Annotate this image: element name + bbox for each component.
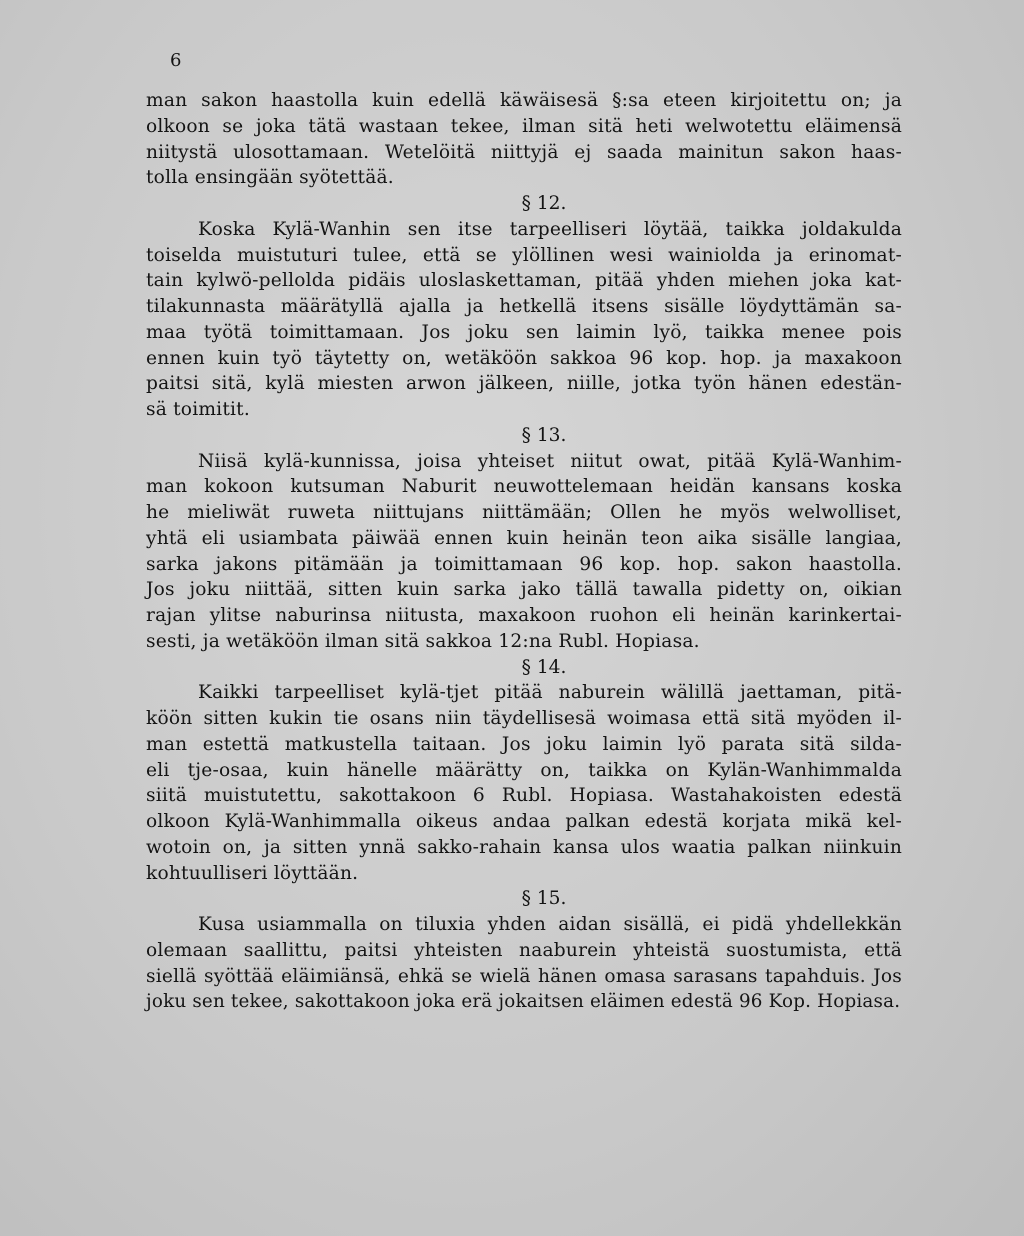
text-line: sä toimitit. bbox=[146, 399, 250, 420]
text-line: siitä muistutettu, sakottakoon 6 Rubl. Hopiasa. Wastahakoisten edestä bbox=[146, 785, 902, 807]
text-line: sesti, ja wetäköön ilman sitä sakkoa 12:na Rubl. Hopiasa. bbox=[146, 630, 700, 652]
text-line: tolla ensingään syötettää. bbox=[146, 167, 394, 189]
text-line: eli tje-osaa, kuin hänelle määrätty on, taikka on Kylän-Wanhimmalda bbox=[146, 759, 902, 781]
text-line: olkoon se joka tätä wastaan tekee, ilman sitä heti welwotettu eläimensä bbox=[146, 115, 902, 137]
text-line: Kaikki tarpeelliset kylä-tjet pitää naburein wälillä jaettaman, pitä- bbox=[198, 682, 902, 704]
text-line: köön sitten kukin tie osans niin täydellisesä woimasa että sitä myöden il- bbox=[146, 708, 902, 729]
page-number: 6 bbox=[170, 50, 182, 71]
text-line: olemaan saallittu, paitsi yhteisten naaburein yhteistä suostumista, että bbox=[146, 939, 902, 961]
section-heading: § 15. bbox=[521, 888, 567, 910]
text-line: tilakunnasta määrätyllä ajalla ja hetkellä itsens sisälle löydyttämän sa- bbox=[146, 296, 902, 317]
text-line: Koska Kylä-Wanhin sen itse tarpeelliseri löytää, taikka joldakulda bbox=[198, 218, 902, 240]
section-heading: § 12. bbox=[521, 193, 567, 214]
section-heading: § 14. bbox=[521, 656, 567, 678]
text-line: Jos joku niittää, sitten kuin sarka jako tällä tawalla pidetty on, oikian bbox=[146, 579, 902, 601]
text-line: man estettä matkustella taitaan. Jos joku laimin lyö parata sitä silda- bbox=[146, 733, 902, 755]
text-line: man kokoon kutsuman Naburit neuwottelemaan heidän kansans koska bbox=[146, 476, 902, 498]
text-line: rajan ylitse naburinsa niitusta, maxakoon ruohon eli heinän karinkertai- bbox=[146, 605, 902, 626]
text-line: ennen kuin työ täytetty on, wetäköön sakkoa 96 kop. hop. ja maxakoon bbox=[146, 347, 902, 369]
text-line: toiselda muistuturi tulee, että se ylöllinen wesi wainiolda ja erinomat- bbox=[146, 244, 902, 266]
text-line: kohtuulliseri löyttään. bbox=[146, 862, 359, 884]
body-text bbox=[146, 88, 902, 1015]
text-line: maa työtä toimittamaan. Jos joku sen laimin lyö, taikka menee pois bbox=[146, 321, 902, 343]
text-line: sarka jakons pitämään ja toimittamaan 96 kop. hop. sakon haastolla. bbox=[146, 553, 902, 575]
text-line: yhtä eli usiambata päiwää ennen kuin heinän teon aika sisälle langiaa, bbox=[146, 527, 902, 549]
section-heading: § 13. bbox=[521, 424, 567, 446]
text-line: tain kylwö-pellolda pidäis uloslaskettaman, pitää yhden miehen joka kat- bbox=[146, 270, 902, 292]
text-line: Kusa usiammalla on tiluxia yhden aidan sisällä, ei pidä yhdellekkän bbox=[198, 914, 902, 935]
text-line: paitsi sitä, kylä miesten arwon jälkeen, niille, jotka työn hänen edestän- bbox=[146, 373, 902, 395]
text-line: Niisä kylä-kunnissa, joisa yhteiset niitut owat, pitää Kylä-Wanhim- bbox=[198, 450, 902, 472]
text-line: man sakon haastolla kuin edellä käwäisesä §:sa eteen kirjoitettu on; ja bbox=[146, 90, 902, 111]
text-line: he mieliwät ruweta niittujans niittämään; Ollen he myös welwolliset, bbox=[146, 502, 902, 523]
text-line: joku sen tekee, sakottakoon joka erä jokaitsen eläimen edestä 96 Kop. Hopiasa. bbox=[146, 991, 901, 1013]
text-line: siellä syöttää eläimiänsä, ehkä se wielä hänen omasa sarasans tapahduis. Jos bbox=[146, 965, 902, 987]
text-line: niitystä ulosottamaan. Wetelöitä niittyjä ej saada mainitun sakon haas- bbox=[146, 141, 902, 163]
text-line: olkoon Kylä-Wanhimmalla oikeus andaa palkan edestä korjata mikä kel- bbox=[146, 811, 902, 832]
text-line: wotoin on, ja sitten ynnä sakko-rahain kansa ulos waatia palkan niinkuin bbox=[146, 836, 902, 858]
